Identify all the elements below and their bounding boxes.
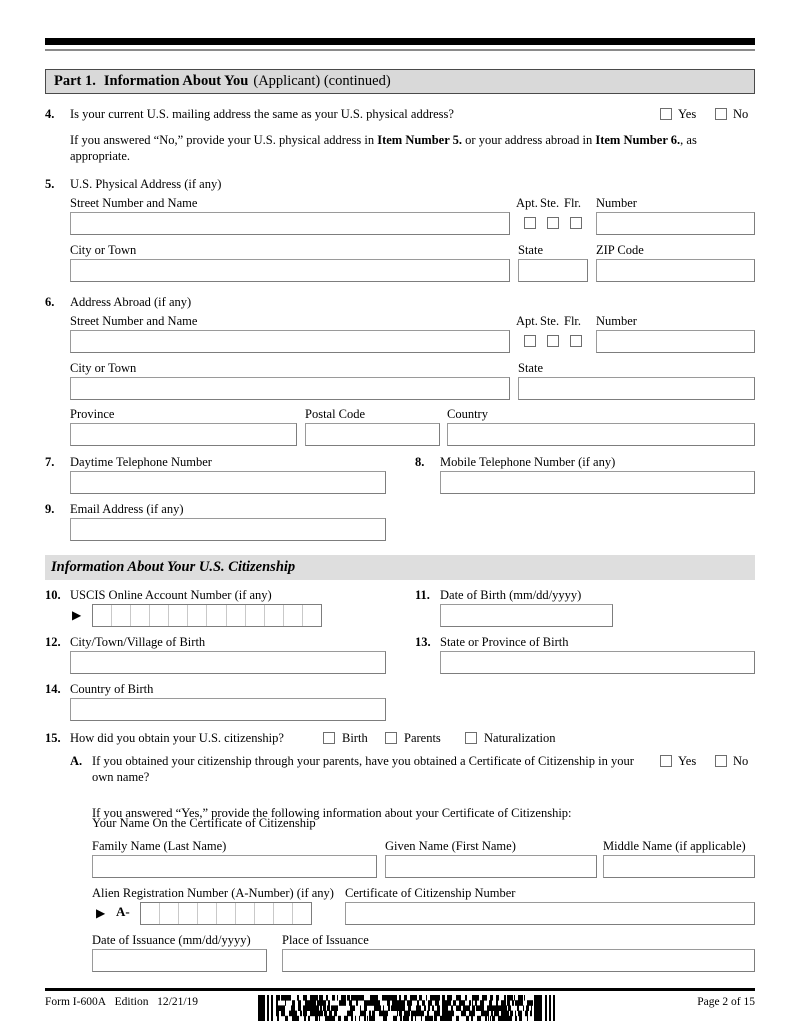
item4-no-label: No — [733, 107, 749, 121]
item15-number: 15. — [45, 731, 61, 745]
item15-instruction: If you answered “Yes,” provide the following information about your Certificate of Citizenship: — [92, 806, 572, 820]
item4-instruction-ref1: Item Number 5. — [377, 133, 463, 147]
item6-number: 6. — [45, 295, 55, 309]
item5-apt-checkbox[interactable] — [524, 217, 536, 229]
item15a-question: If you obtained your citizenship through your parents, have you obtained a Certificate of Citizenship in your own name? — [92, 754, 634, 784]
item5-number: 5. — [45, 177, 55, 191]
item6-number-input[interactable] — [596, 330, 755, 353]
item4-number: 4. — [45, 107, 55, 121]
item6-country-label: Country — [447, 407, 488, 421]
item8-label: Mobile Telephone Number (if any) — [440, 455, 616, 469]
comb-cell[interactable] — [293, 903, 311, 924]
item4-instruction-part3: , as appropriate. — [70, 133, 697, 163]
item13-number: 13. — [415, 635, 431, 649]
item6-ste-label: Ste. — [540, 314, 560, 328]
comb-cell[interactable] — [131, 605, 150, 626]
item7-number: 7. — [45, 455, 55, 469]
item15-cert-number-input[interactable] — [345, 902, 755, 925]
item15-a-number-input[interactable] — [140, 902, 312, 925]
item15-birth-checkbox[interactable] — [323, 732, 335, 744]
item5-city-input[interactable] — [70, 259, 510, 282]
item5-zip-input[interactable] — [596, 259, 755, 282]
item6-flr-checkbox[interactable] — [570, 335, 582, 347]
item5-flr-checkbox[interactable] — [570, 217, 582, 229]
comb-cell[interactable] — [93, 605, 112, 626]
section-citizenship-title: Information About Your U.S. Citizenship — [51, 559, 296, 575]
item7-phone-input[interactable] — [70, 471, 386, 494]
item15-middle-name-label: Middle Name (if applicable) — [603, 839, 746, 853]
item6-province-label: Province — [70, 407, 115, 421]
item5-flr-label: Flr. — [564, 196, 582, 210]
item4-instruction — [70, 133, 740, 164]
item9-number: 9. — [45, 502, 55, 516]
item11-dob-input[interactable] — [440, 604, 613, 627]
item11-number: 11. — [415, 588, 430, 602]
item10-uscis-account-input[interactable] — [92, 604, 322, 627]
item13-state-birth-input[interactable] — [440, 651, 755, 674]
item15-date-issuance-label: Date of Issuance (mm/dd/yyyy) — [92, 933, 251, 947]
item9-email-input[interactable] — [70, 518, 386, 541]
item14-number: 14. — [45, 682, 61, 696]
comb-cell[interactable] — [265, 605, 284, 626]
item15-naturalization-label: Naturalization — [484, 731, 556, 745]
comb-cell[interactable] — [303, 605, 321, 626]
item4-yes-label: Yes — [678, 107, 697, 121]
comb-cell[interactable] — [141, 903, 160, 924]
item9-label: Email Address (if any) — [70, 502, 184, 516]
item13-label: State or Province of Birth — [440, 635, 569, 649]
item6-province-input[interactable] — [70, 423, 297, 446]
item5-state-label: State — [518, 243, 543, 257]
section-citizenship-bar — [45, 555, 755, 580]
item6-country-input[interactable] — [447, 423, 755, 446]
item4-question: Is your current U.S. mailing address the same as your U.S. physical address? — [70, 107, 454, 121]
footer-edition-label: Edition — [114, 996, 149, 1008]
item5-title: U.S. Physical Address (if any) — [70, 177, 222, 191]
item5-street-input[interactable] — [70, 212, 510, 235]
item15a-letter: A. — [70, 754, 83, 768]
comb-cell[interactable] — [284, 605, 303, 626]
item14-label: Country of Birth — [70, 682, 154, 696]
item10-label: USCIS Online Account Number (if any) — [70, 588, 272, 602]
item8-number: 8. — [415, 455, 425, 469]
comb-cell[interactable] — [236, 903, 255, 924]
item11-label: Date of Birth (mm/dd/yyyy) — [440, 588, 582, 602]
item6-apt-label: Apt. — [516, 314, 538, 328]
footer-form-info — [45, 996, 198, 1008]
item15-naturalization-checkbox[interactable] — [465, 732, 477, 744]
comb-cell[interactable] — [246, 605, 265, 626]
item5-zip-label: ZIP Code — [596, 243, 644, 257]
item5-state-input[interactable] — [518, 259, 588, 282]
item6-street-label: Street Number and Name — [70, 314, 198, 328]
item4-yes-checkbox[interactable] — [660, 108, 672, 120]
item6-number-label: Number — [596, 314, 637, 328]
item15a-yes-label: Yes — [678, 754, 697, 768]
item15-family-name-label: Family Name (Last Name) — [92, 839, 227, 853]
item4-instruction-part2: or your address abroad in — [462, 133, 596, 147]
item12-number: 12. — [45, 635, 61, 649]
item5-number-label: Number — [596, 196, 637, 210]
item7-label: Daytime Telephone Number — [70, 455, 212, 469]
item6-state-input[interactable] — [518, 377, 755, 400]
comb-cell[interactable] — [160, 903, 179, 924]
comb-cell[interactable] — [227, 605, 246, 626]
item15a-no-label: No — [733, 754, 749, 768]
item6-postal-label: Postal Code — [305, 407, 366, 421]
item14-country-birth-input[interactable] — [70, 698, 386, 721]
comb-cell[interactable] — [217, 903, 236, 924]
item5-apt-label: Apt. — [516, 196, 538, 210]
item8-phone-input[interactable] — [440, 471, 755, 494]
item12-label: City/Town/Village of Birth — [70, 635, 206, 649]
item6-apt-checkbox[interactable] — [524, 335, 536, 347]
top-rule-thick — [45, 38, 755, 45]
item15-a-number-arrow-icon: ▶ — [96, 906, 106, 920]
item4-no-checkbox[interactable] — [715, 108, 727, 120]
item6-ste-checkbox[interactable] — [547, 335, 559, 347]
item15-a-number-label: Alien Registration Number (A-Number) (if any) — [92, 886, 334, 900]
item15-given-name-label: Given Name (First Name) — [385, 839, 516, 853]
footer-edition-date: 12/21/19 — [157, 996, 199, 1008]
item15-parents-label: Parents — [404, 731, 441, 745]
top-rule-thin — [45, 49, 755, 51]
item15-middle-name-input[interactable] — [603, 855, 755, 878]
item10-number: 10. — [45, 588, 61, 602]
comb-cell[interactable] — [255, 903, 274, 924]
item15-family-name-input[interactable] — [92, 855, 377, 878]
item6-city-label: City or Town — [70, 361, 137, 375]
pdf417-barcode — [258, 995, 558, 1021]
item6-state-label: State — [518, 361, 543, 375]
barcode-svg — [258, 995, 558, 1021]
item15-place-issuance-input[interactable] — [282, 949, 755, 972]
item6-city-input[interactable] — [70, 377, 510, 400]
item6-title: Address Abroad (if any) — [70, 295, 192, 309]
comb-cell[interactable] — [207, 605, 226, 626]
item5-number-input[interactable] — [596, 212, 755, 235]
footer-rule — [45, 988, 755, 991]
item10-arrow-icon: ▶ — [72, 608, 82, 622]
item15-parents-checkbox[interactable] — [385, 732, 397, 744]
part-header-bar — [45, 69, 755, 94]
item4-instruction-ref2: Item Number 6. — [595, 133, 681, 147]
comb-cell[interactable] — [179, 903, 198, 924]
item6-postal-input[interactable] — [305, 423, 440, 446]
comb-cell[interactable] — [150, 605, 169, 626]
item15-name-heading: Your Name On the Certificate of Citizenship — [92, 816, 316, 830]
part-title: Information About You — [103, 73, 249, 89]
item15-birth-label: Birth — [342, 731, 368, 745]
item15-place-issuance-label: Place of Issuance — [282, 933, 369, 947]
footer-page-number: Page 2 of 15 — [697, 996, 755, 1008]
item6-flr-label: Flr. — [564, 314, 582, 328]
item15a-no-checkbox[interactable] — [715, 755, 727, 767]
part-label: Part 1. — [54, 73, 96, 89]
part-suffix: (Applicant) (continued) — [253, 73, 391, 89]
comb-cell[interactable] — [188, 605, 207, 626]
item15a-yes-checkbox[interactable] — [660, 755, 672, 767]
comb-cell[interactable] — [198, 903, 217, 924]
item5-ste-label: Ste. — [540, 196, 560, 210]
item15-date-issuance-input[interactable] — [92, 949, 267, 972]
item15-question: How did you obtain your U.S. citizenship? — [70, 731, 284, 745]
comb-cell[interactable] — [274, 903, 293, 924]
item5-city-label: City or Town — [70, 243, 137, 257]
item15-given-name-input[interactable] — [385, 855, 597, 878]
item6-street-input[interactable] — [70, 330, 510, 353]
item4-instruction-part1: If you answered “No,” provide your U.S. physical address in — [70, 133, 378, 147]
footer-form-number: Form I-600A — [45, 996, 107, 1008]
comb-cell[interactable] — [169, 605, 188, 626]
item12-city-birth-input[interactable] — [70, 651, 386, 674]
comb-cell[interactable] — [112, 605, 131, 626]
item15-cert-number-label: Certificate of Citizenship Number — [345, 886, 516, 900]
item5-street-label: Street Number and Name — [70, 196, 198, 210]
item5-ste-checkbox[interactable] — [547, 217, 559, 229]
item15-a-number-prefix: A- — [116, 904, 130, 919]
